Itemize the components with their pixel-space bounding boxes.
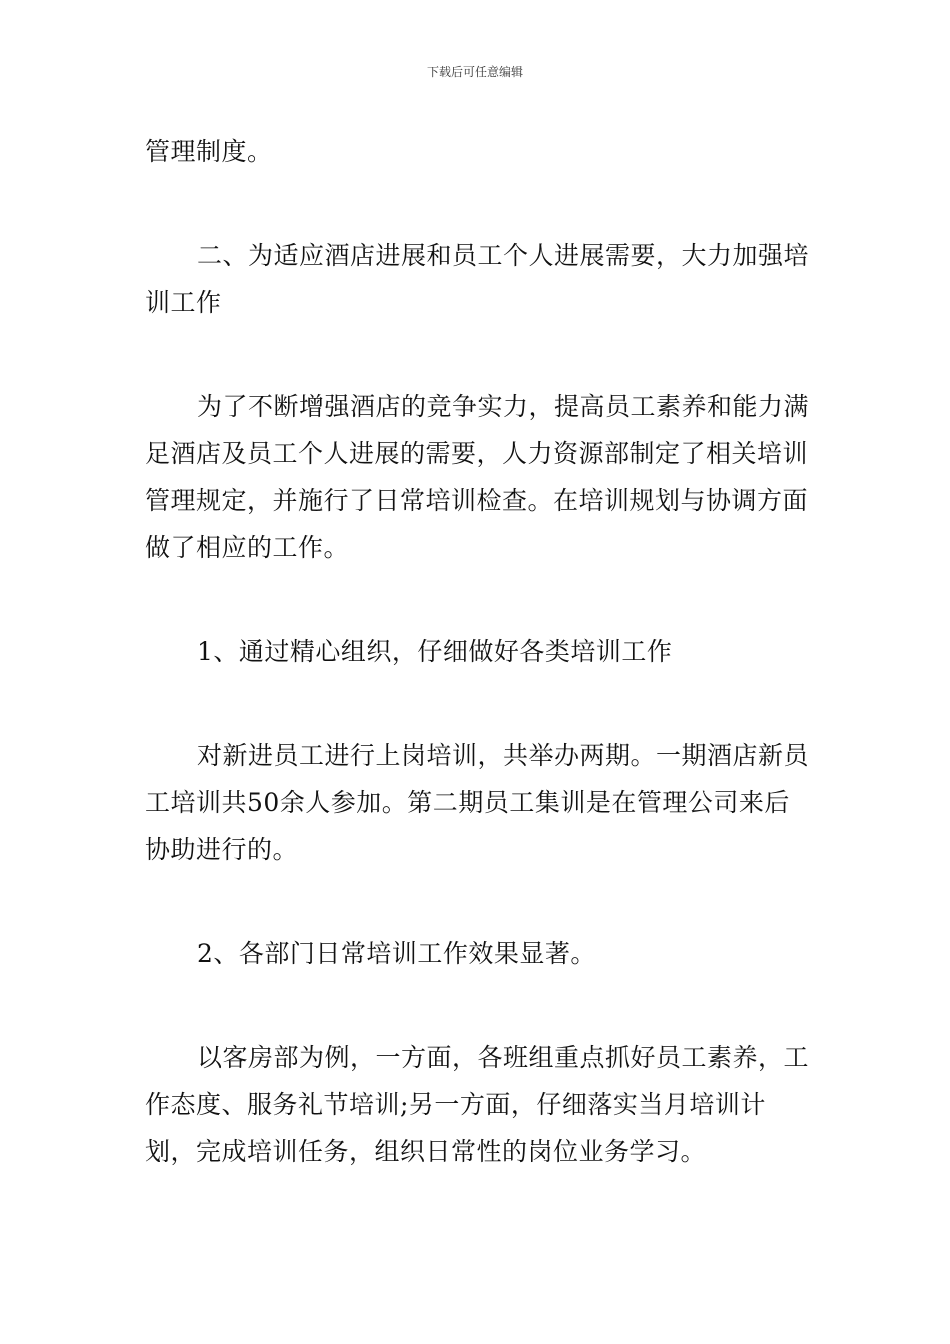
paragraph-continuation: 管理制度。 [145,137,273,166]
document-body [145,128,810,1175]
paragraph: 为了不断增强酒店的竞争实力，提高员工素养和能力满足酒店及员工个人进展的需要，人力资源部制定了相关培训管理规定，并施行了日常培训检查。在培训规划与协调方面做了相应的工作。 [145,392,810,562]
subsection-heading: 1、通过精心组织，仔细做好各类培训工作 [197,637,673,666]
paragraph: 对新进员工进行上岗培训，共举办两期。一期酒店新员工培训共50余人参加。第二期员工集训是在管理公司来后协助进行的。 [145,741,810,864]
paragraph: 以客房部为例，一方面，各班组重点抓好员工素养，工作态度、服务礼节培训;另一方面，仔细落实当月培训计划，完成培训任务，组织日常性的岗位业务学习。 [145,1043,810,1166]
section-heading: 二、为适应酒店进展和员工个人进展需要，大力加强培训工作 [145,241,810,317]
page-header: 下载后可任意编辑 [426,65,523,79]
subsection-heading: 2、各部门日常培训工作效果显著。 [197,939,596,968]
